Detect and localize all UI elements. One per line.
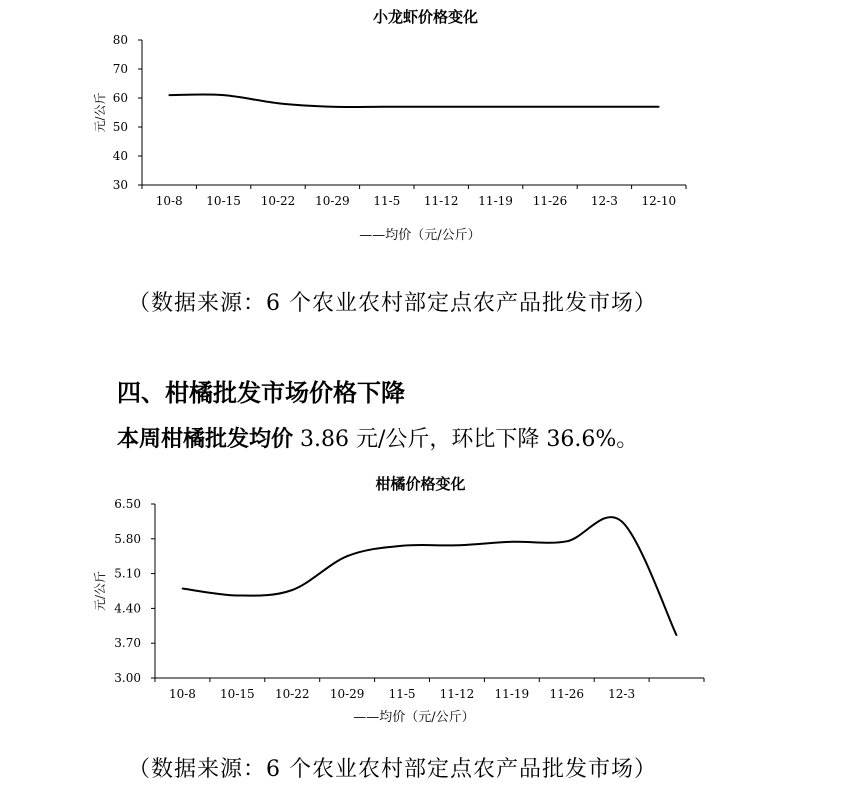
y-tick-label: 40 [112,149,128,163]
price-data-point [549,106,551,108]
price-data-point [621,521,623,523]
x-tick-label: 10-8 [168,687,196,701]
price-data-point [495,106,497,108]
chart-title: 柑橘价格变化 [375,475,466,493]
x-tick-label: 11-12 [439,687,475,701]
y-tick-label: 3.70 [114,636,141,651]
x-tick-label: 10-8 [155,194,183,208]
y-tick-label: 70 [112,62,128,76]
x-tick-label: 11-26 [532,194,568,208]
price-data-point [401,545,403,547]
price-data-point [676,634,678,636]
y-tick-label: 50 [112,120,128,134]
y-tick-label: 5.80 [114,531,141,546]
legend-label: ——均价（元/公斤） [353,710,475,725]
y-tick-label: 60 [112,91,128,105]
price-data-point [237,595,239,597]
citrus-chart-svg [0,465,861,735]
price-data-point [511,541,513,543]
x-tick-label: 10-22 [274,687,310,701]
y-tick-label: 5.10 [114,566,141,581]
x-tick-label: 11-19 [494,687,530,701]
price-data-point [277,102,279,104]
price-data-point [566,540,568,542]
price-data-point [168,94,170,96]
x-tick-label: 11-26 [549,687,585,701]
crayfish-price-chart [0,0,861,250]
y-tick-label: 80 [112,33,128,47]
price-data-point [223,94,225,96]
y-tick-label: 6.50 [114,497,141,511]
price-data-point [332,106,334,108]
price-data-point [440,106,442,108]
price-data-point [346,555,348,557]
x-tick-label: 10-29 [329,687,365,701]
y-tick-label: 4.40 [114,601,141,616]
x-tick-label: 12-10 [641,194,677,208]
x-tick-label: 10-29 [315,194,350,208]
x-tick-label: 12-3 [590,194,618,208]
x-tick-label: 10-22 [260,194,296,208]
chart-title: 小龙虾价格变化 [372,8,478,26]
section-heading: 四、柑橘批发市场价格下降 [117,379,405,407]
x-tick-label: 11-19 [478,194,513,208]
x-tick-label: 11-5 [373,194,401,208]
legend-label: ——均价（元/公斤） [359,228,481,243]
summary-detail: 3.86 元/公斤，环比下降 36.6%。 [293,427,639,452]
price-data-point [291,589,293,591]
y-tick-label: 3.00 [114,671,141,685]
citrus-price-chart [0,465,861,735]
price-series-line [182,517,676,635]
price-data-point [658,106,660,108]
x-tick-label: 12-3 [608,687,636,701]
x-tick-label: 11-12 [423,194,459,208]
crayfish-chart-svg [0,0,861,250]
x-tick-label: 10-15 [206,194,241,208]
price-data-point [456,544,458,546]
y-axis-label: 元/公斤 [93,92,107,133]
y-axis-label: 元/公斤 [93,570,107,612]
data-source-note: （数据来源：6 个农业农村部定点农产品批发市场） [128,291,657,316]
x-tick-label: 11-5 [388,687,416,701]
price-data-point [386,106,388,108]
price-summary [117,422,638,453]
data-source-note: （数据来源：6 个农业农村部定点农产品批发市场） [128,757,657,782]
summary-lead: 本周柑橘批发均价 [117,427,294,452]
price-data-point [604,106,606,108]
x-tick-label: 10-15 [220,687,255,701]
y-tick-label: 30 [112,178,128,192]
price-series-line [169,94,659,106]
price-data-point [182,588,184,590]
